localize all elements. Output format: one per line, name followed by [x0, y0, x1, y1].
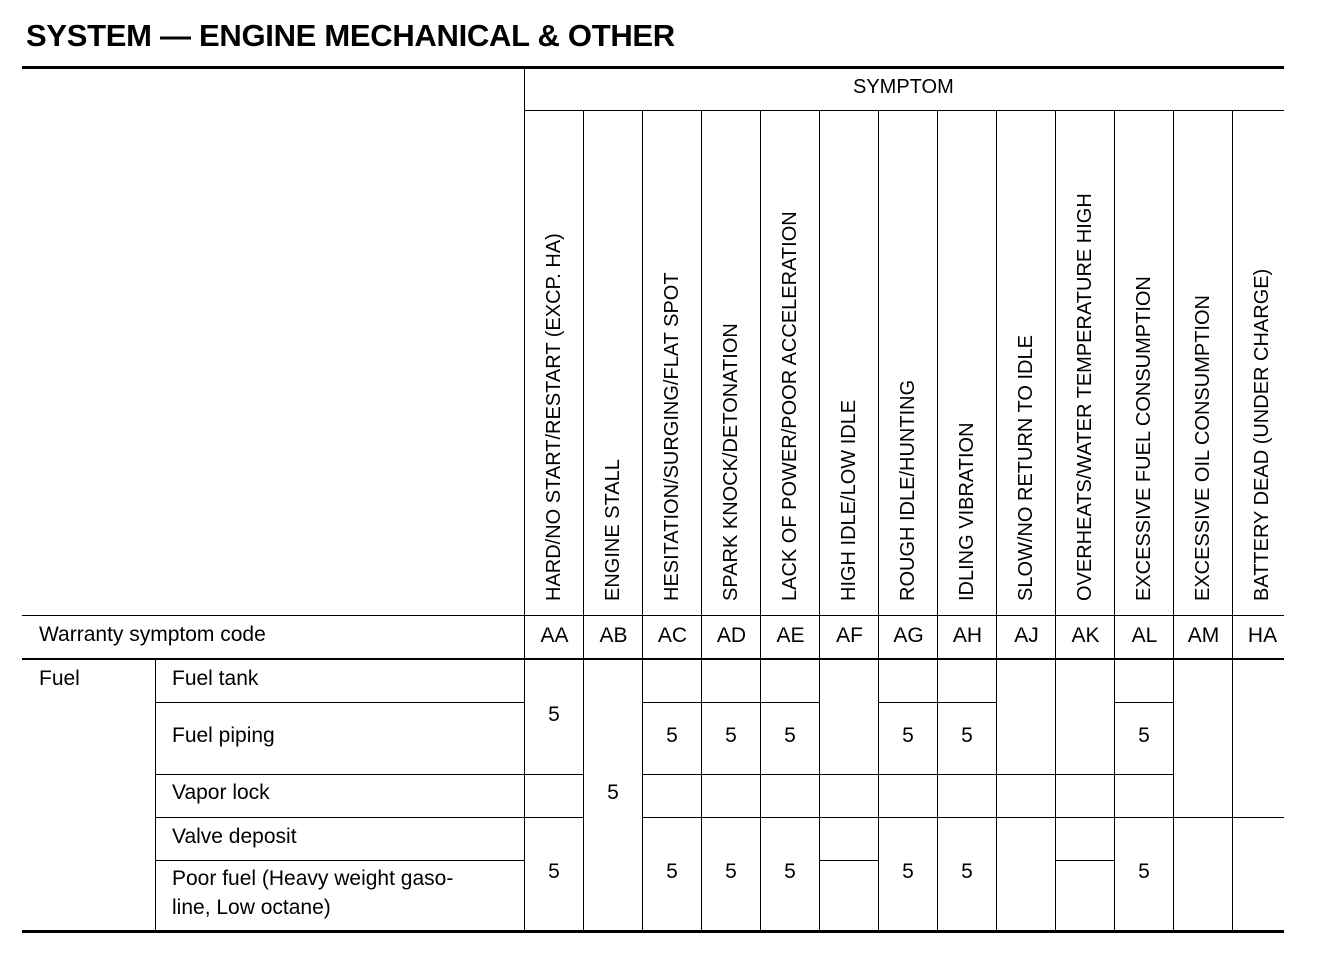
value-fuel-piping-ad: 5 [725, 724, 737, 747]
column-divider-ha [1232, 111, 1233, 659]
symptom-name-ak: OVERHEATS/WATER TEMPERATURE HIGH [1074, 193, 1096, 601]
code-row-bottom-rule [22, 658, 1284, 660]
row-label-poor-fuel: Poor fuel (Heavy weight gaso- [172, 867, 454, 890]
grid-line [155, 774, 583, 775]
column-divider-af [819, 111, 820, 659]
symptom-code-al: AL [1131, 624, 1158, 647]
value-fuel-piping-ae: 5 [784, 724, 796, 747]
grid-line [701, 659, 702, 931]
system-label: Fuel [39, 667, 80, 690]
warranty-code-label: Warranty symptom code [39, 623, 266, 646]
grid-line [1232, 659, 1233, 931]
grid-line [155, 860, 524, 861]
header-rule [22, 66, 1284, 69]
symptom-name-am: EXCESSIVE OIL CONSUMPTION [1192, 295, 1214, 601]
column-divider-ah [937, 111, 938, 659]
column-divider-ad [701, 111, 702, 659]
grid-line [1055, 659, 1056, 931]
column-divider-aj [996, 111, 997, 659]
value-poor-fuel-ac: 5 [666, 860, 678, 883]
grid-line [643, 817, 1284, 818]
symptom-code-ah: AH [952, 624, 983, 647]
grid-line [1173, 659, 1174, 931]
grid-line [642, 659, 643, 931]
system-divider [155, 659, 156, 931]
grid-line [1114, 659, 1115, 931]
value-aa-fuel-tank-piping: 5 [548, 703, 560, 726]
value-ab-fuel: 5 [607, 781, 619, 804]
grid-line [643, 702, 819, 703]
symptom-code-ab: AB [599, 624, 628, 647]
symptom-name-ae: LACK OF POWER/POOR ACCELERATION [779, 211, 801, 601]
grid-line [996, 659, 997, 931]
column-divider-ak [1055, 111, 1056, 659]
grid-line [155, 702, 524, 703]
symptom-name-al: EXCESSIVE FUEL CONSUMPTION [1133, 276, 1155, 601]
symptom-code-ad: AD [716, 624, 747, 647]
row-label-valve-deposit: Valve deposit [172, 825, 297, 848]
value-fuel-piping-ac: 5 [666, 724, 678, 747]
symptom-code-ae: AE [776, 624, 805, 647]
grid-line [878, 659, 879, 931]
column-divider-ab [583, 111, 584, 659]
symptom-code-ag: AG [893, 624, 924, 647]
grid-line [820, 860, 878, 861]
value-fuel-piping-al: 5 [1138, 724, 1150, 747]
value-aa-deposit-poor-fuel: 5 [548, 860, 560, 883]
symptom-name-ac: HESITATION/SURGING/FLAT SPOT [661, 272, 683, 601]
grid-line [1056, 860, 1114, 861]
value-fuel-piping-ah: 5 [961, 724, 973, 747]
code-row-top-rule [22, 615, 1284, 616]
symptom-header: SYMPTOM [853, 76, 954, 98]
symptom-name-ad: SPARK KNOCK/DETONATION [720, 323, 742, 601]
column-divider-ag [878, 111, 879, 659]
value-poor-fuel-ad: 5 [725, 860, 737, 883]
row-label-poor-fuel-line2: line, Low octane) [172, 896, 331, 919]
symptom-code-af: AF [836, 624, 863, 647]
row-label-fuel-piping: Fuel piping [172, 724, 275, 747]
column-divider-am [1173, 111, 1174, 659]
symptom-code-ac: AC [657, 624, 688, 647]
symptom-name-ag: ROUGH IDLE/HUNTING [897, 379, 919, 601]
symptom-code-aa: AA [540, 624, 569, 647]
symptom-name-ha: BATTERY DEAD (UNDER CHARGE) [1251, 268, 1273, 601]
column-divider-ae [760, 111, 761, 659]
column-divider-ac [642, 111, 643, 659]
symptom-name-aa: HARD/NO START/RESTART (EXCP. HA) [543, 233, 565, 601]
column-divider-al [1114, 111, 1115, 659]
grid-line [643, 774, 1173, 775]
value-fuel-piping-ag: 5 [902, 724, 914, 747]
grid-line [1115, 702, 1173, 703]
symptom-name-af: HIGH IDLE/LOW IDLE [838, 399, 860, 601]
symptom-divider [524, 110, 1284, 111]
grid-line [819, 659, 820, 931]
grid-line [879, 702, 996, 703]
left-column-divider [524, 69, 525, 931]
grid-line [760, 659, 761, 931]
value-poor-fuel-al: 5 [1138, 860, 1150, 883]
symptom-name-ab: ENGINE STALL [602, 459, 624, 601]
value-poor-fuel-ae: 5 [784, 860, 796, 883]
value-poor-fuel-ag: 5 [902, 860, 914, 883]
symptom-name-aj: SLOW/NO RETURN TO IDLE [1015, 335, 1037, 601]
page-title: SYSTEM — ENGINE MECHANICAL & OTHER [26, 18, 675, 53]
symptom-code-aj: AJ [1014, 624, 1039, 647]
symptom-code-am: AM [1187, 624, 1220, 647]
bottom-rule [22, 930, 1284, 933]
grid-line [937, 659, 938, 931]
row-label-fuel-tank: Fuel tank [172, 667, 259, 690]
symptom-code-ak: AK [1071, 624, 1100, 647]
symptom-code-ha: HA [1247, 624, 1278, 647]
row-label-vapor-lock: Vapor lock [172, 781, 270, 804]
symptom-name-ah: IDLING VIBRATION [956, 422, 978, 601]
grid-line [155, 817, 583, 818]
value-poor-fuel-ah: 5 [961, 860, 973, 883]
